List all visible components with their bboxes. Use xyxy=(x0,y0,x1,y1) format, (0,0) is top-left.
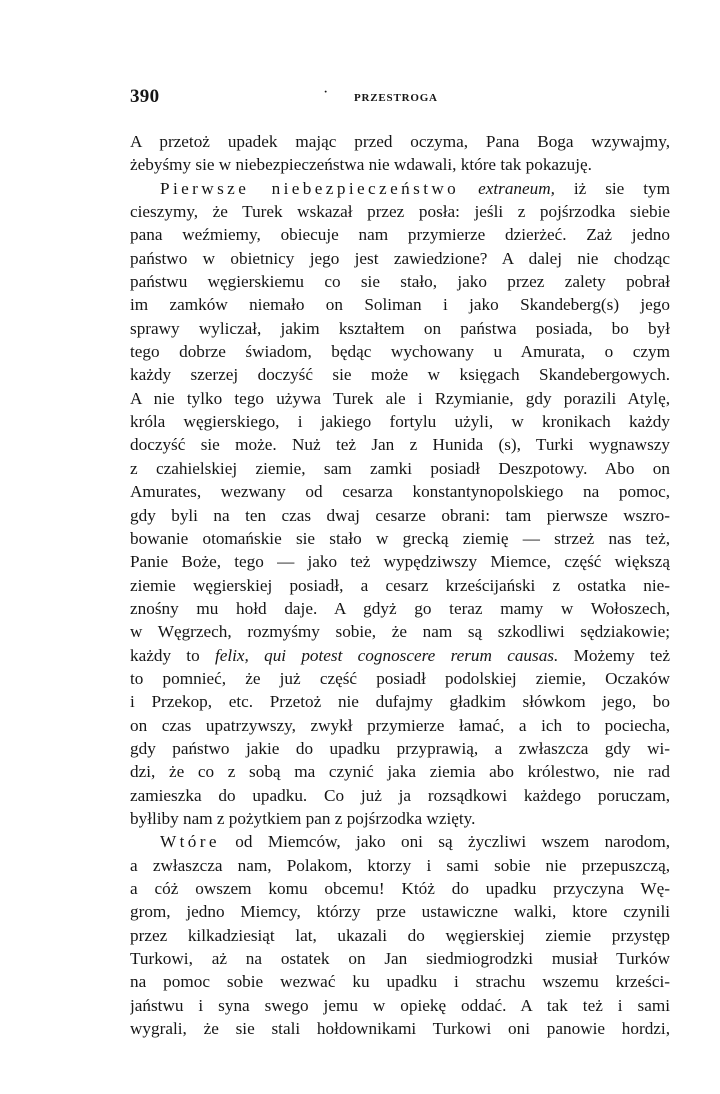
text-line: przez kilkadziesiąt lat, ukazali do węgierskiej ziemie przystęp xyxy=(130,925,670,945)
text-line: bowanie otomańskie sie stało w grecką ziemię — strzeż nas też, xyxy=(130,528,670,548)
text-line: tego dobrze świadom, będąc wychowany u Amurata, o czym xyxy=(130,342,670,362)
text-line: A przetoż upadek mając przed oczyma, Pana Boga wzywajmy, xyxy=(130,132,670,151)
text-line: znośny mu hołd daje. A gdyż go teraz mamy w Wołoszech, xyxy=(130,598,670,618)
text-line: Turkowi, aż na ostatek on Jan siedmiogrodzki musiał Turków xyxy=(130,949,670,969)
text-line: na pomoc sobie wezwać ku upadku i strachu wszemu krześci- xyxy=(130,972,670,992)
text-line: gdy państwo jakie do upadku przyprawią, a zwłaszcza gdy wi- xyxy=(130,738,670,758)
text-line: jaństwu i syna swego jemu w opiekę oddać. A tak też i sami xyxy=(130,995,670,1015)
spaced-phrase: Pierwsze niebezpieczeństwo xyxy=(160,178,460,198)
spaced-phrase: Wtóre xyxy=(160,832,220,852)
text-line: doczyść sie może. Nuż też Jan z Hunida (s), Turki wygnawszy xyxy=(130,435,670,455)
text-line: państwu węgierskiemu co sie stało, jako przez zalety pobrał xyxy=(130,272,670,292)
italic-term: extraneum, xyxy=(478,178,555,198)
text-line: państwo w obietnicy jego jest zawiedzione? A dalej nie chodząc xyxy=(130,248,670,268)
line-fragment: każdy to xyxy=(130,645,215,665)
text-line: im zamków niemało on Soliman i jako Skandeberg(s) jego xyxy=(130,295,670,315)
line-fragment: iż sie tym xyxy=(554,178,670,198)
line-fragment: Możemy też xyxy=(558,645,670,665)
running-title: PRZESTROGA xyxy=(354,92,438,104)
page-number: 390 xyxy=(130,86,160,107)
text-line: zamieszka do upadku. Co już ja rozsądkowi każdego poruczam, xyxy=(130,785,670,805)
text-line: Amurates, wezwany od cesarza konstantynopolskiego na pomoc, xyxy=(130,482,670,502)
text-line: gdy byli na ten czas dwaj cesarze obrani: tam pierwsze wszro- xyxy=(130,505,670,525)
text-line: i Przekop, etc. Przetoż nie dufajmy gładkim słówkom jego, bo xyxy=(130,692,670,712)
text-line: z czahielskiej ziemie, sam zamki posiadł Deszpotowy. Abo on xyxy=(130,458,670,478)
text-line: każdy szerzej doczyść sie może w księgach Skandebergowych. xyxy=(130,365,670,385)
page-header xyxy=(130,86,670,110)
text-line: Panie Boże, tego — jako też wypędziwszy Miemce, część większą xyxy=(130,552,670,572)
text-line: sprawy wyliczał, jakim kształtem on państwa posiada, bo był xyxy=(130,318,670,338)
text-line: żebyśmy sie w niebezpieczeństwa nie wdawali, które tak pokazuję. xyxy=(130,155,592,175)
text-line: króla węgierskiego, i jakiego fortylu użyli, w kronikach każdy xyxy=(130,412,670,432)
text-line: on czas upatrzywszy, zwykł przymierze łamać, a ich to pociecha, xyxy=(130,715,670,735)
latin-quote: felix, qui potest cognoscere rerum causas. xyxy=(214,645,559,665)
text-line: dzi, że co z sobą ma czynić jaka ziemia abo królestwo, nie rad xyxy=(130,762,670,782)
text-line: grom, jedno Miemcy, którzy prze ustawiczne walki, ktore czynili xyxy=(130,902,670,922)
body-text xyxy=(130,130,670,1040)
text-line-paragraph-start xyxy=(130,830,670,853)
text-line: w Węgrzech, rozmyśmy sobie, że nam są szkodliwi sędziakowie; xyxy=(130,622,670,642)
text-line: ziemie węgierskiej posiadł, a cesarz krześcijański z ostatka nie- xyxy=(130,575,670,595)
text-line-paragraph-start xyxy=(130,177,670,200)
header-separator-dot: · xyxy=(323,84,329,101)
text-line: byłliby nam z pożytkiem pan z pojśrzodka wzięty. xyxy=(130,808,476,828)
text-line: A nie tylko tego używa Turek ale i Rzymianie, gdy porazili Atylę, xyxy=(130,388,670,408)
text-line-with-latin xyxy=(130,644,670,667)
line-fragment: od Miemców, jako oni są życzliwi wszem narodom, xyxy=(219,832,670,852)
text-line: to pomnieć, że już część posiadł podolskiej ziemie, Oczaków xyxy=(130,668,670,688)
text-line: a zwłaszcza nam, Polakom, ktorzy i sami sobie nie przepuszczą, xyxy=(130,855,670,875)
text-line: wygrali, że sie stali hołdownikami Turkowi oni panowie hordzi, xyxy=(130,1019,670,1039)
text-line: cieszymy, że Turek wskazał przez posła: jeśli z pojśrzodka siebie xyxy=(130,202,670,222)
text-line: a cóż owszem komu obcemu! Któż do upadku przyczyna Wę- xyxy=(130,879,670,898)
text-line: pana weźmiemy, obiecuje nam przymierze dzierżeć. Zaż jedno xyxy=(130,225,670,245)
